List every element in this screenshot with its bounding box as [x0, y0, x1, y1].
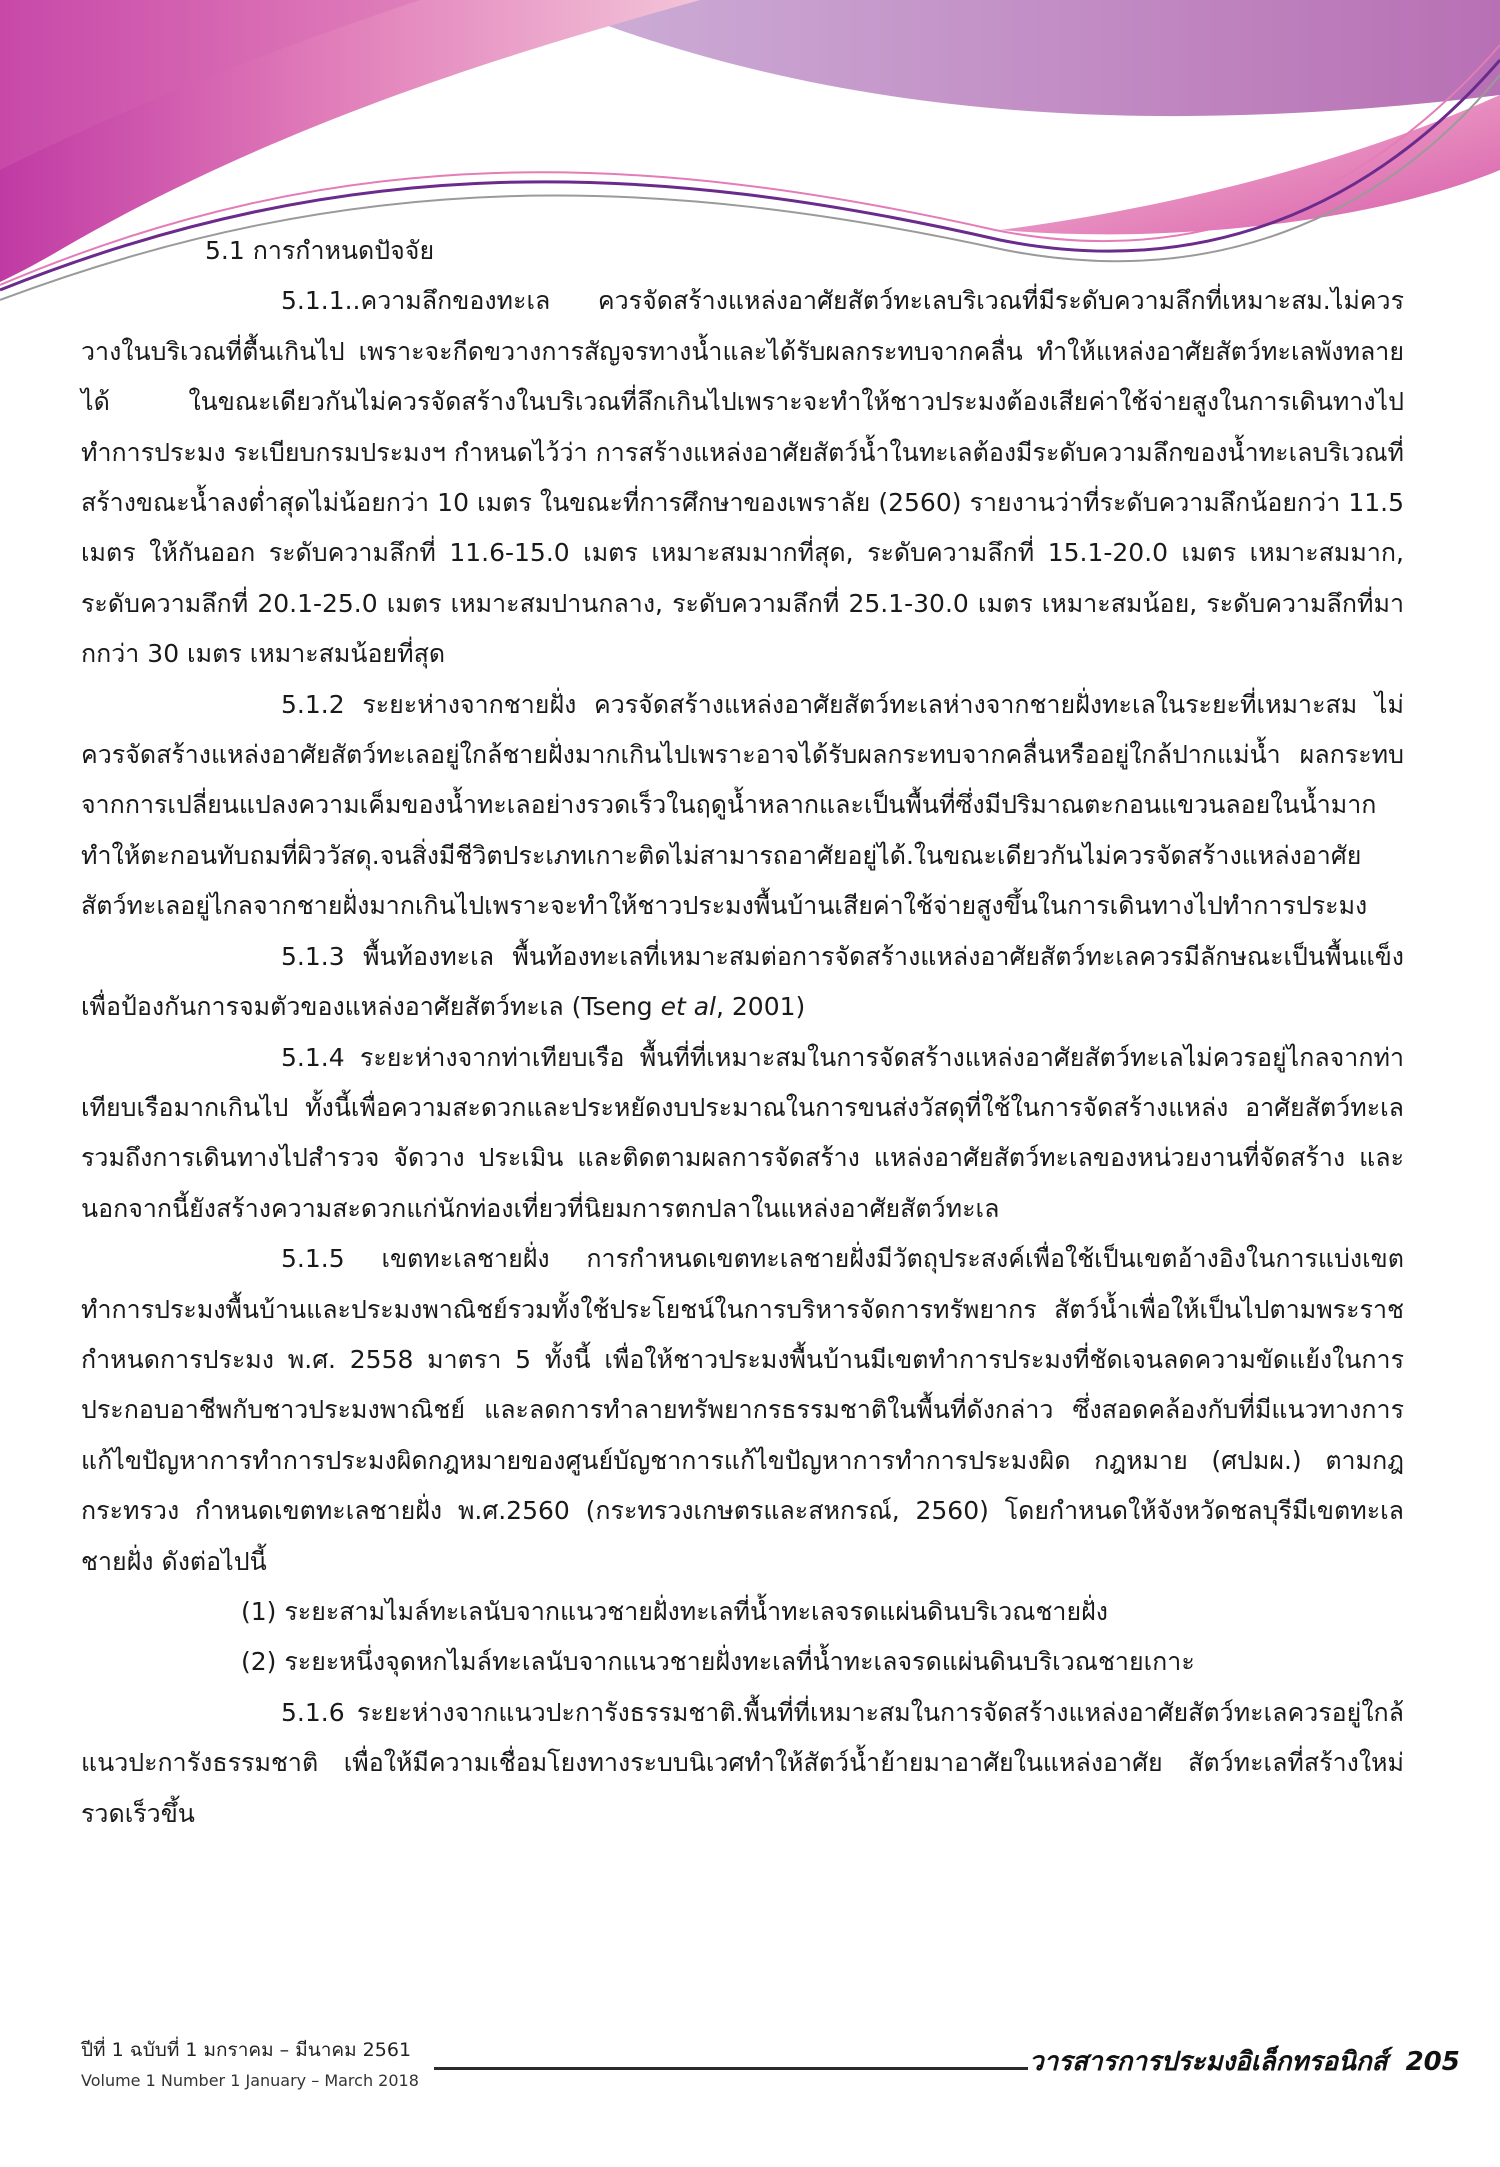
page-number: 205: [1405, 2047, 1460, 2077]
paragraph-5-1-2: 5.1.2 ระยะห่างจากชายฝั่ง ควรจัดสร้างแหล่งอาศัยสัตว์ทะเลห่างจากชายฝั่งทะเลในระยะที่เหมาะสม ไม่ควรจัดสร้างแหล่งอาศัยสัตว์ทะเลอยู่ใกล้ชายฝั่งมากเกินไปเพราะอาจได้รับผลกระทบจากคลื่นหรืออยู่ใกล้ปากแม่น้ำ ผลกระทบจากการเปลี่ยนแปลงความเค็มของน้ำทะเลอย่างรวดเร็วในฤดูน้ำหลากและเป็นพื้นที่ซึ่งมีปริมาณตะกอนแขวนลอยในน้ำมากทำให้ตะกอนทับถมที่ผิววัสดุ.จนสิ่งมีชีวิตประเภทเกาะติดไม่สามารถอาศัยอยู่ได้.ในขณะเดียวกันไม่ควรจัดสร้างแหล่งอาศัยสัตว์ทะเลอยู่ไกลจากชายฝั่งมากเกินไปเพราะจะทำให้ชาวประมงพื้นบ้านเสียค่าใช้จ่ายสูงขึ้นในการเดินทางไปทำการประมง: [81, 689, 1404, 921]
paragraph-5-1-6: 5.1.6 ระยะห่างจากแนวปะการังธรรมชาติ.พื้นที่ที่เหมาะสมในการจัดสร้างแหล่งอาศัยสัตว์ทะเลควรอยู่ใกล้แนวปะการังธรรมชาติ เพื่อให้มีความเชื่อมโยงทางระบบนิเวศทำให้สัตว์น้ำย้ายมาอาศัยในแหล่งอาศัย สัตว์ทะเลที่สร้างใหม่รวดเร็วขึ้น: [81, 1697, 1404, 1828]
list-item-2: (2) ระยะหนึ่งจุดหกไมล์ทะเลนับจากแนวชายฝั่งทะเลที่น้ำทะเลจรดแผ่นดินบริเวณชายเกาะ: [241, 1647, 1195, 1677]
paragraph-5-1-4: 5.1.4 ระยะห่างจากท่าเทียบเรือ พื้นที่ที่เหมาะสมในการจัดสร้างแหล่งอาศัยสัตว์ทะเลไม่ควรอยู่ไกลจากท่าเทียบเรือมากเกินไป ทั้งนี้เพื่อความสะดวกและประหยัดงบประมาณในการขนส่งวัสดุที่ใช้ในการจัดสร้างแหล่ง อาศัยสัตว์ทะเลรวมถึงการเดินทางไปสำรวจ จัดวาง ประเมิน และติดตามผลการจัดสร้าง แหล่งอาศัยสัตว์ทะเลของหน่วยงานที่จัดสร้าง และนอกจากนี้ยังสร้างความสะดวกแก่นักท่องเที่ยวที่นิยมการตกปลาในแหล่งอาศัยสัตว์ทะเล: [81, 1042, 1404, 1223]
citation-year: , 2001): [715, 992, 806, 1022]
footer-divider: [434, 2067, 1028, 2070]
paragraph-5-1-1: 5.1.1..ความลึกของทะเล ควรจัดสร้างแหล่งอาศัยสัตว์ทะเลบริเวณที่มีระดับความลึกที่เหมาะสม.ไม่ควรวางในบริเวณที่ตื้นเกินไป เพราะจะกีดขวางการสัญจรทางน้ำและได้รับผลกระทบจากคลื่น ทำให้แหล่งอาศัยสัตว์ทะเลพังทลายได้ ในขณะเดียวกันไม่ควรจัดสร้างในบริเวณที่ลึกเกินไปเพราะจะทำให้ชาวประมงต้องเสียค่าใช้จ่ายสูงในการเดินทางไปทำการประมง ระเบียบกรมประมงฯ กำหนดไว้ว่า การสร้างแหล่งอาศัยสัตว์น้ำในทะเลต้องมีระดับความลึกของน้ำทะเลบริเวณที่สร้างขณะน้ำลงต่ำสุดไม่น้อยกว่า 10 เมตร ในขณะที่การศึกษาของเพราลัย (2560) รายงานว่าที่ระดับความลึกน้อยกว่า 11.5 เมตร ให้กันออก ระดับความลึกที่ 11.6-15.0 เมตร เหมาะสมมากที่สุด, ระดับความลึกที่ 15.1-20.0 เมตร เหมาะสมมาก, ระดับความลึกที่ 20.1-25.0 เมตร เหมาะสมปานกลาง, ระดับความลึกที่ 25.1-30.0 เมตร เหมาะสมน้อย, ระดับความลึกที่มากกว่า 30 เมตร เหมาะสมน้อยที่สุด: [81, 286, 1404, 669]
paragraph-5-1-3-text: 5.1.3 พื้นท้องทะเล พื้นท้องทะเลที่เหมาะสมต่อการจัดสร้างแหล่งอาศัยสัตว์ทะเลควรมีลักษณะเป็นพื้นแข็ง เพื่อป้องกันการจมตัวของแหล่งอาศัยสัตว์ทะเล (Tseng: [81, 941, 1404, 1022]
article-body: [81, 226, 1404, 1839]
footer-issue-thai: ปีที่ 1 ฉบับที่ 1 มกราคม – มีนาคม 2561: [81, 2039, 412, 2061]
wave-back-shape: [540, 0, 1500, 116]
journal-name: วารสารการประมงอิเล็กทรอนิกส์: [1029, 2047, 1388, 2077]
list-item-1: (1) ระยะสามไมล์ทะเลนับจากแนวชายฝั่งทะเลที่น้ำทะเลจรดแผ่นดินบริเวณชายฝั่ง: [241, 1596, 1108, 1626]
footer-issue-english: Volume 1 Number 1 January – March 2018: [81, 2071, 419, 2090]
wave-right-shape: [1000, 95, 1500, 234]
page-footer: [81, 2035, 1460, 2105]
section-heading: 5.1 การกำหนดปัจจัย: [205, 236, 435, 265]
citation-et-al: et al: [660, 992, 716, 1022]
footer-journal-title: [1029, 2041, 1460, 2082]
paragraph-5-1-3: [81, 932, 1404, 1033]
paragraph-5-1-5: 5.1.5 เขตทะเลชายฝั่ง การกำหนดเขตทะเลชายฝั่งมีวัตถุประสงค์เพื่อใช้เป็นเขตอ้างอิงในการแบ่งเขตทำการประมงพื้นบ้านและประมงพาณิชย์รวมทั้งใช้ประโยชน์ในการบริหารจัดการทรัพยากร สัตว์น้ำเพื่อให้เป็นไปตามพระราชกำหนดการประมง พ.ศ. 2558 มาตรา 5 ทั้งนี้ เพื่อให้ชาวประมงพื้นบ้านมีเขตทำการประมงที่ชัดเจนลดความขัดแย้งในการประกอบอาชีพกับชาวประมงพาณิชย์ และลดการทำลายทรัพยากรธรรมชาติในพื้นที่ดังกล่าว ซึ่งสอดคล้องกับที่มีแนวทางการแก้ไขปัญหาการทำการประมงผิดกฎหมายของศูนย์บัญชาการแก้ไขปัญหาการทำการประมงผิด กฎหมาย (ศปมผ.) ตามกฎกระทรวง กำหนดเขตทะเลชายฝั่ง พ.ศ.2560 (กระทรวงเกษตรและสหกรณ์, 2560) โดยกำหนดให้จังหวัดชลบุรีมีเขตทะเลชายฝั่ง ดังต่อไปนี้: [81, 1244, 1404, 1576]
